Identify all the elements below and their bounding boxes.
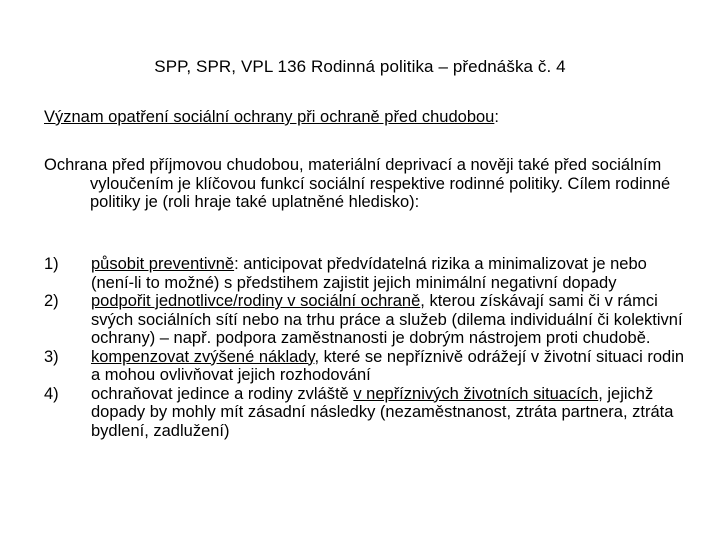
intro-paragraph: Ochrana před příjmovou chudobou, materiální deprivací a nověji také před sociálním vyloučením je klíčovou funkcí sociální respektive rodinné politiky. Cílem rodinné politiky je (roli hraje také uplatněné hledisko): bbox=[44, 156, 671, 211]
list-item-prefix: ochraňovat jedince a rodiny zvláště bbox=[91, 384, 354, 403]
list-item-number: 2) bbox=[44, 292, 59, 310]
subtitle-underlined: Význam opatření sociální ochrany při ochraně před chudobou bbox=[44, 108, 495, 126]
list-item-text: , kterou získávají sami či v rámci svých sociálních sítí nebo na trhu práce a služeb (dilema individuální či kolektivní ochrany) – např. podpora zaměstnanosti je dobrým nástrojem proti chudobě. bbox=[91, 292, 683, 347]
list-item-number: 1) bbox=[44, 255, 59, 273]
slide-title: SPP, SPR, VPL 136 Rodinná politika – přednáška č. 4 bbox=[154, 57, 566, 76]
list-item-underlined: podpořit jednotlivce/rodiny v sociální ochraně bbox=[91, 292, 421, 310]
list-item-underlined: kompenzovat zvýšené náklady bbox=[91, 347, 315, 366]
list-item bbox=[44, 348, 694, 385]
list-item-text: : anticipovat předvídatelná rizika a minimalizovat je nebo (není-li to možné) s předstihem zajistit jejich minimální negativní dopady bbox=[91, 255, 647, 292]
list-item-number: 3) bbox=[44, 347, 59, 366]
list-item-text: , jejichž dopady by mohly mít zásadní následky (nezaměstnanost, ztráta partnera, ztráta bydlení, zadlužení) bbox=[91, 384, 674, 440]
list-item-text: , které se nepříznivě odrážejí v životní situaci rodin a mohou ovlivňovat jejich rozhodování bbox=[91, 347, 685, 384]
list-item-number: 4) bbox=[44, 384, 59, 403]
list-item bbox=[44, 385, 694, 441]
list-item-underlined: působit preventivně bbox=[91, 255, 235, 273]
list-item bbox=[44, 292, 694, 348]
subtitle-suffix: : bbox=[494, 108, 499, 126]
slide-subtitle bbox=[44, 108, 704, 127]
goals-list bbox=[44, 255, 694, 440]
list-item bbox=[44, 255, 694, 292]
list-item-underlined: v nepříznivých životních situacích bbox=[353, 384, 599, 403]
